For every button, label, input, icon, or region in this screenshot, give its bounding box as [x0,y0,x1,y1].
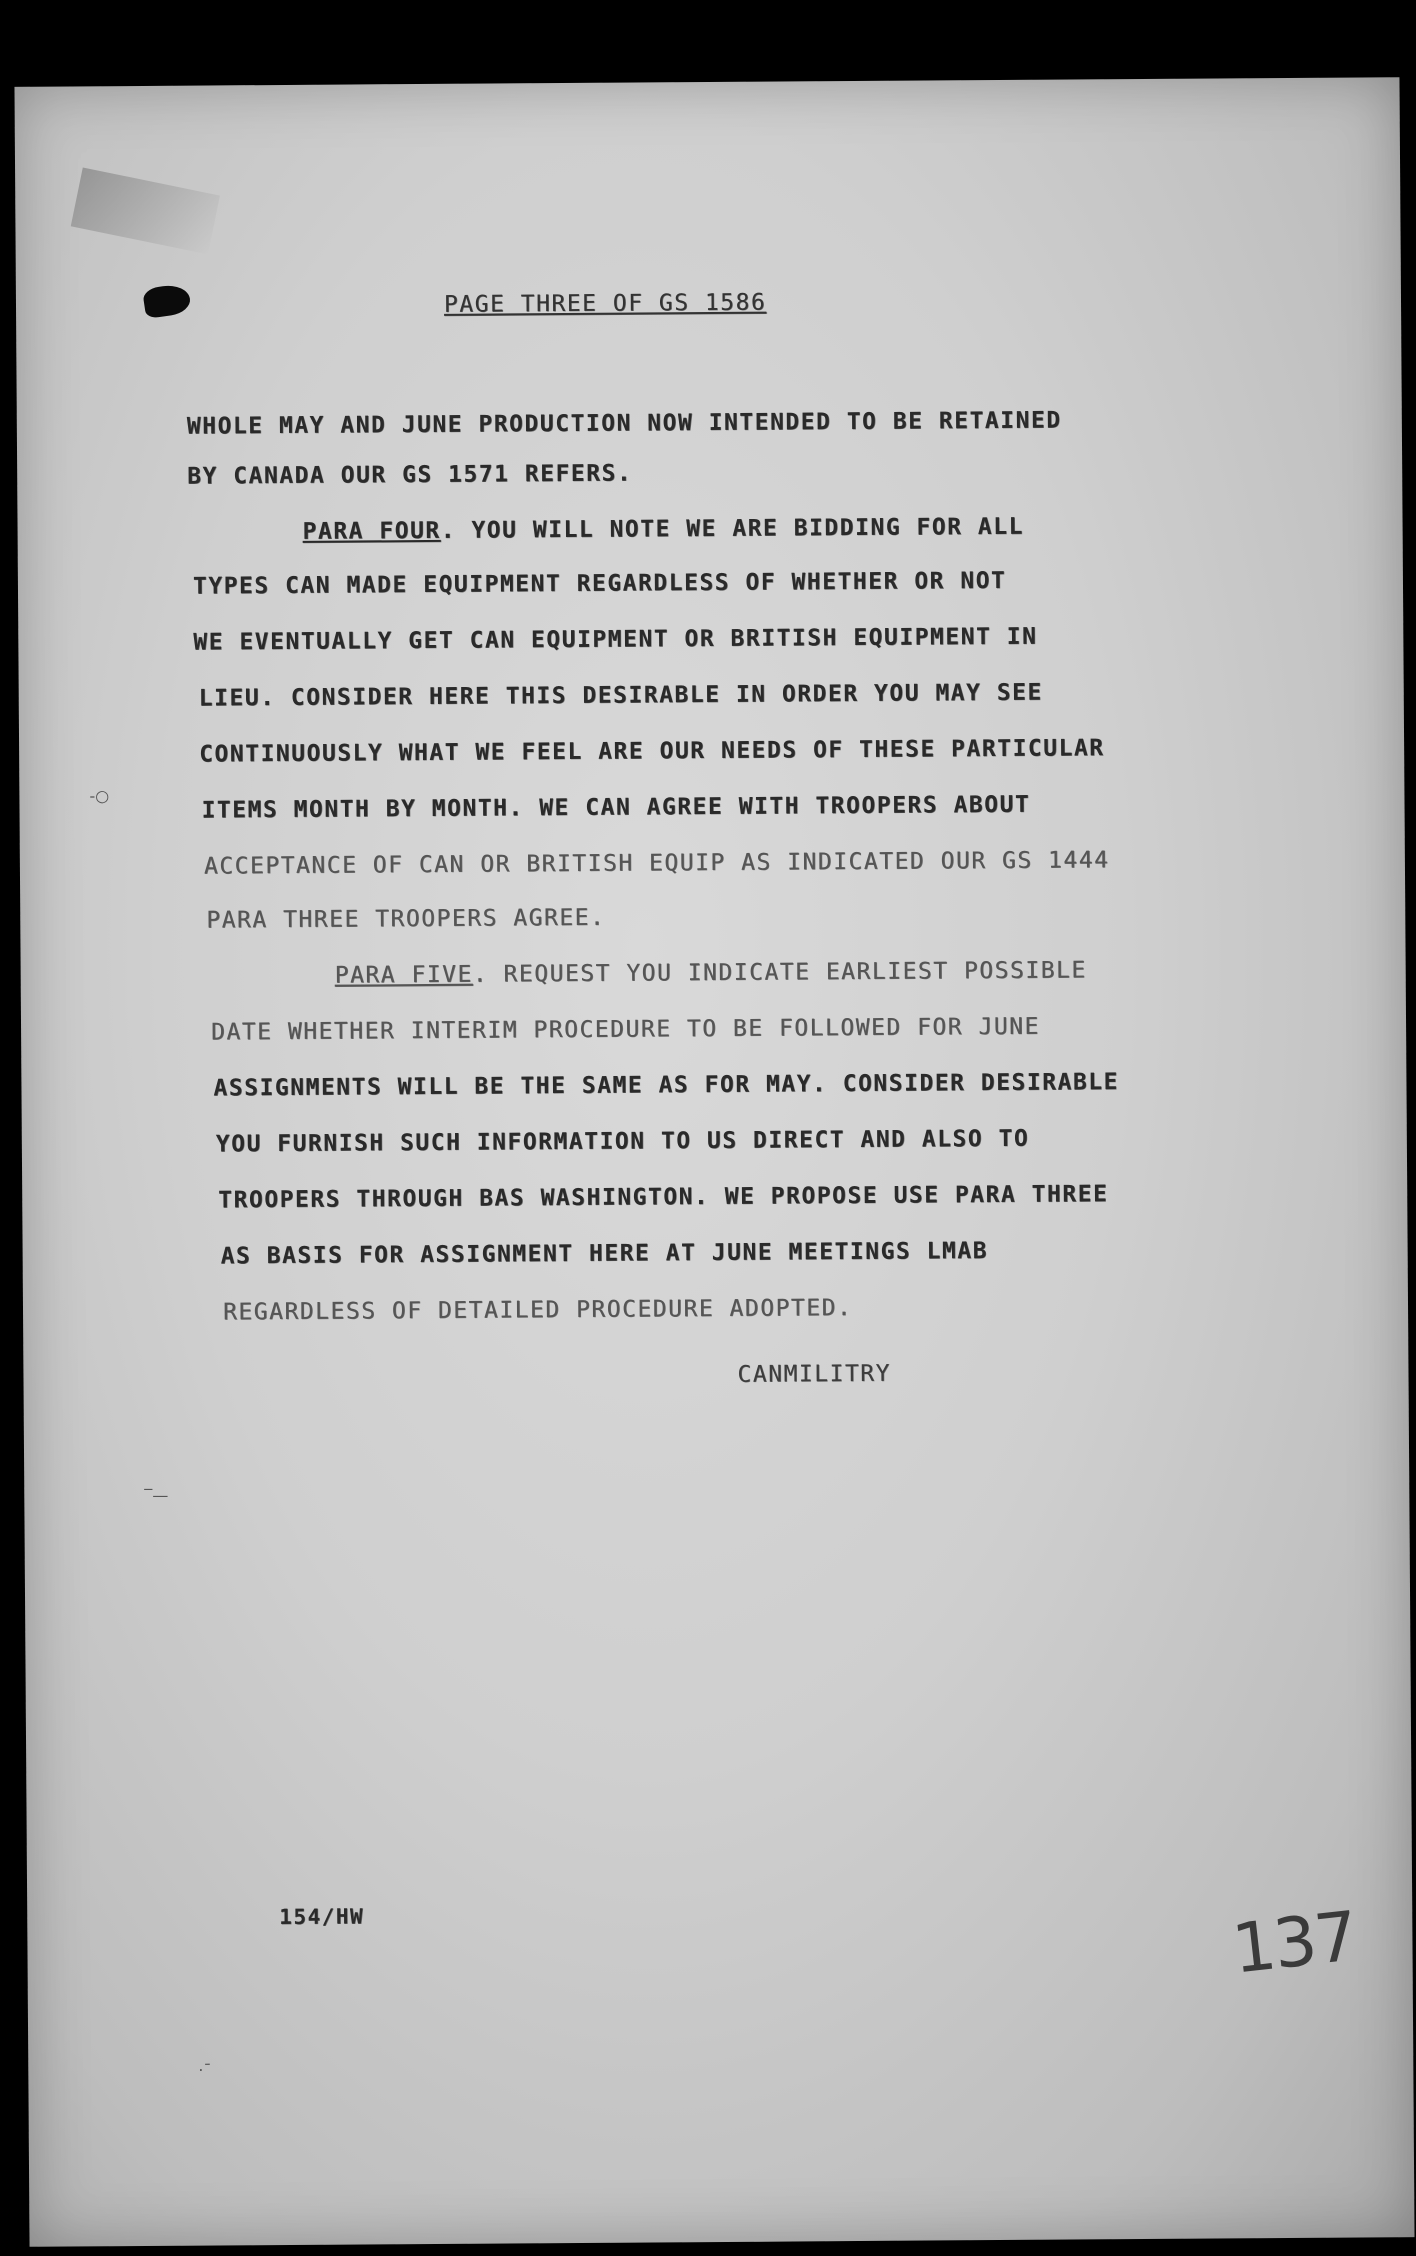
handwritten-page-number: 137 [1228,1897,1361,1990]
para-five-heading: PARA FIVE [334,961,473,989]
body-line-17: REGARDLESS OF DETAILED PROCEDURE ADOPTED. [222,1295,853,1326]
page-header: PAGE THREE OF GS 1586 [443,289,767,318]
body-line-5: WE EVENTUALLY GET CAN EQUIPMENT OR BRITISH EQUIPMENT IN [193,623,1038,656]
body-line-9: ACCEPTANCE OF CAN OR BRITISH EQUIP AS INDICATED OUR GS 1444 [203,847,1110,880]
body-line-13: ASSIGNMENTS WILL BE THE SAME AS FOR MAY. CONSIDER DESIRABLE [213,1069,1120,1102]
document-page [14,77,1414,2247]
body-line-7: CONTINUOUSLY WHAT WE FEEL ARE OUR NEEDS OF THESE PARTICULAR [199,735,1105,768]
edge-mark-1: -○ [89,786,110,806]
body-line-15: TROOPERS THROUGH BAS WASHINGTON. WE PROPOSE USE PARA THREE [218,1181,1109,1214]
body-line-4: TYPES CAN MADE EQUIPMENT REGARDLESS OF WHETHER OR NOT [192,567,1007,600]
body-line-2: BY CANADA OUR GS 1571 REFERS. [187,460,633,490]
body-line-1: WHOLE MAY AND JUNE PRODUCTION NOW INTENDED TO BE RETAINED [186,407,1062,440]
edge-mark-3: ·ˉ [198,2060,212,2080]
signoff: CANMILITRY [737,1360,892,1388]
body-line-16: AS BASIS FOR ASSIGNMENT HERE AT JUNE MEETINGS LMAB [220,1238,989,1270]
edge-mark-2: ‾— [144,1485,169,1505]
para-four-heading: PARA FOUR [302,517,441,545]
corner-smudge [71,167,220,254]
body-line-8: ITEMS MONTH BY MONTH. WE CAN AGREE WITH TROOPERS ABOUT [201,791,1031,824]
body-line-10: PARA THREE TROOPERS AGREE. [206,904,606,934]
body-line-11: PARA FIVE. REQUEST YOU INDICATE EARLIEST POSSIBLE [334,957,1087,989]
body-line-12: DATE WHETHER INTERIM PROCEDURE TO BE FOLLOWED FOR JUNE [210,1013,1040,1046]
body-line-6: LIEU. CONSIDER HERE THIS DESIRABLE IN ORDER YOU MAY SEE [198,679,1043,712]
tape-mark [142,283,192,319]
body-line-3: PARA FOUR. YOU WILL NOTE WE ARE BIDDING FOR ALL [302,513,1024,545]
file-reference: 154/HW [279,1904,365,1930]
body-line-14: YOU FURNISH SUCH INFORMATION TO US DIRECT AND ALSO TO [215,1125,1030,1158]
